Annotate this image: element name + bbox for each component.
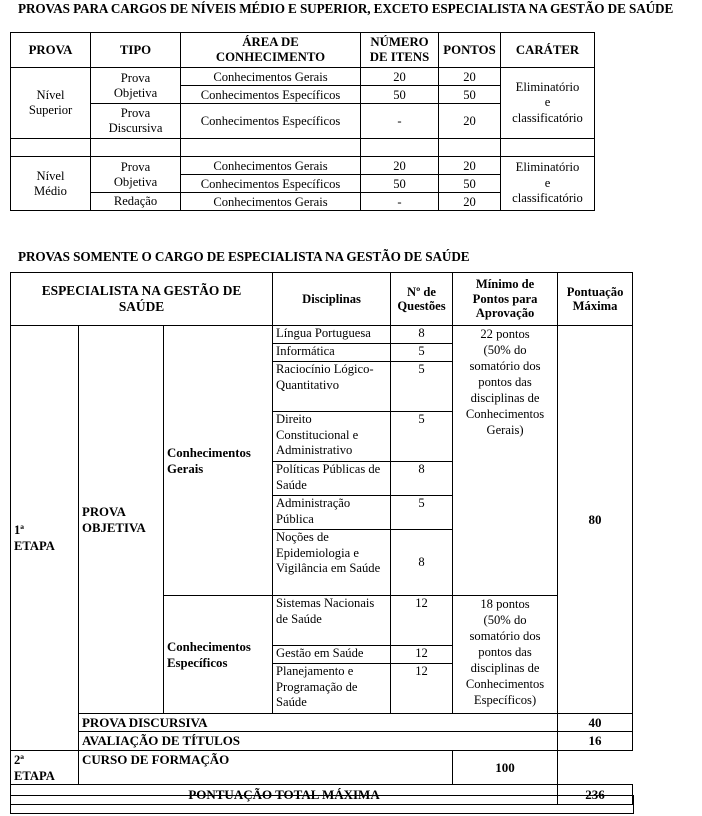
cell-total-label: PONTUAÇÃO TOTAL MÁXIMA [11, 785, 558, 805]
cell-conhecimentos-especificos [164, 596, 273, 714]
header-numero-line1: NÚMERO [370, 35, 429, 49]
cell-questoes: 12 [391, 596, 453, 646]
cell-numero-itens: 20 [361, 157, 439, 175]
cell-area: Conhecimentos Específicos [181, 175, 361, 193]
cell-area: Conhecimentos Específicos [181, 104, 361, 139]
min-especif-line1: 18 pontos [480, 597, 530, 611]
cell-pontos: 20 [439, 68, 501, 86]
cell-disciplina: Raciocínio Lógico-Quantitativo [273, 362, 391, 412]
cell-numero-itens: 50 [361, 86, 439, 104]
cell-questoes: 5 [391, 344, 453, 362]
table-row [11, 732, 633, 751]
section-2-title: PROVAS SOMENTE O CARGO DE ESPECIALISTA NA GESTÃO DE SAÚDE [18, 249, 470, 264]
cell-disciplina: Informática [273, 344, 391, 362]
header-numero-itens [361, 33, 439, 68]
table-row [11, 326, 633, 344]
table-row [11, 157, 595, 175]
cell-carater-superior [501, 68, 595, 139]
table-row-header [11, 33, 595, 68]
cell-numero-itens: 50 [361, 175, 439, 193]
exam-table-especialista [10, 272, 633, 805]
cell-disciplina: Planejamento e Programação de Saúde [273, 664, 391, 714]
cell-numero-itens: 20 [361, 68, 439, 86]
cell-area: Conhecimentos Gerais [181, 157, 361, 175]
tipo-line2: Discursiva [108, 121, 163, 135]
cell-pontos: 20 [439, 193, 501, 211]
etapa-2-line2: ETAPA [14, 769, 55, 783]
carater-line1: Eliminatório [515, 79, 580, 94]
header-especialista [11, 273, 273, 326]
separator-cell [181, 139, 361, 157]
cell-avaliacao-titulos-pontos: 16 [558, 732, 633, 751]
header-pontuacao-maxima [558, 273, 633, 326]
cell-questoes: 8 [391, 326, 453, 344]
header-prova: PROVA [11, 33, 91, 68]
header-especialista-line1: ESPECIALISTA NA GESTÃO DE [41, 283, 242, 298]
header-numero-questoes [391, 273, 453, 326]
header-numero-line2: DE ITENS [369, 50, 430, 64]
header-carater: CARÁTER [501, 33, 595, 68]
header-especialista-line2: SAÚDE [118, 299, 165, 314]
etapa-2-line1: 2ª [14, 753, 25, 767]
cell-tipo-prova-objetiva-sup [91, 68, 181, 104]
header-disciplinas: Disciplinas [273, 273, 391, 326]
nivel-medio-line2: Médio [34, 183, 67, 198]
carater-line1: Eliminatório [515, 160, 580, 175]
etapa-1-line2: ETAPA [14, 539, 55, 553]
cell-minimo-pontos-gerais [453, 326, 558, 596]
carater-line2: e [544, 95, 551, 110]
cell-pontos: 20 [439, 104, 501, 139]
header-questoes-line1: Nº de [407, 284, 437, 299]
tipo-line2: Objetiva [113, 85, 158, 100]
header-minimo-pontos [453, 273, 558, 326]
cell-area: Conhecimentos Gerais [181, 68, 361, 86]
separator-cell [91, 139, 181, 157]
cell-disciplina: Noções de Epidemiologia e Vigilância em Saúde [273, 530, 391, 596]
cell-numero-itens: - [361, 193, 439, 211]
section-1-title: PROVAS PARA CARGOS DE NÍVEIS MÉDIO E SUPERIOR, EXCETO ESPECIALISTA NA GESTÃO DE SAÚDE [18, 1, 674, 16]
cell-disciplina: Administração Pública [273, 496, 391, 530]
prova-objetiva-line1: PROVA [82, 504, 126, 519]
table-row-header [11, 273, 633, 326]
carater-line2: e [544, 175, 551, 190]
cell-prova-discursiva-pontos: 40 [558, 714, 633, 732]
cell-etapa-2 [11, 751, 79, 785]
trailing-empty-row [10, 795, 634, 814]
cell-carater-medio [501, 157, 595, 211]
header-questoes-line2: Questões [397, 299, 446, 313]
min-especif-line4: pontos das [478, 645, 532, 659]
min-gerais-line7: Gerais) [486, 423, 524, 437]
header-area-line2: CONHECIMENTO [215, 50, 326, 64]
cell-area: Conhecimentos Específicos [181, 86, 361, 104]
min-gerais-line3: somatório dos [469, 359, 541, 373]
cg-line1: Conhecimentos [167, 445, 251, 460]
cell-nivel-superior [11, 68, 91, 139]
min-especif-line3: somatório dos [469, 629, 541, 643]
cell-questoes: 5 [391, 412, 453, 462]
cell-questoes: 12 [391, 664, 453, 714]
cell-pontos: 50 [439, 86, 501, 104]
header-tipo: TIPO [91, 33, 181, 68]
cell-nivel-medio [11, 157, 91, 211]
cell-questoes: 12 [391, 646, 453, 664]
exam-table-general [10, 32, 595, 211]
carater-line3: classificatório [512, 110, 583, 125]
ce-line1: Conhecimentos [167, 639, 251, 654]
cell-disciplina: Políticas Públicas de Saúde [273, 462, 391, 496]
min-gerais-line1: 22 pontos [480, 327, 530, 341]
cell-prova-discursiva-label: PROVA DISCURSIVA [79, 714, 558, 732]
cell-disciplina: Direito Constitucional e Administrativo [273, 412, 391, 462]
cell-questoes: 8 [391, 462, 453, 496]
table-row-separator [11, 139, 595, 157]
cell-questoes: 8 [391, 530, 453, 596]
header-minimo-line2: Pontos para [472, 291, 538, 306]
cell-pontos: 50 [439, 175, 501, 193]
header-area-line1: ÁREA DE [242, 35, 299, 49]
cell-tipo-prova-discursiva-sup [91, 104, 181, 139]
cell-etapa-1 [11, 326, 79, 751]
cell-pontuacao-maxima-objetiva: 80 [558, 326, 633, 714]
tipo-line1: Prova [120, 70, 151, 85]
min-especif-line5: disciplinas de [470, 661, 540, 675]
etapa-1-line1: 1ª [14, 523, 25, 537]
min-especif-line6: Conhecimentos [465, 677, 545, 691]
cell-curso-formacao-pontos: 100 [453, 751, 558, 785]
cg-line2: Gerais [167, 461, 204, 476]
cell-disciplina: Sistemas Nacionais de Saúde [273, 596, 391, 646]
header-minimo-line3: Aprovação [475, 306, 535, 321]
tipo-line2: Objetiva [113, 174, 158, 189]
ce-line2: Específicos [167, 655, 228, 670]
cell-questoes: 5 [391, 496, 453, 530]
min-especif-line2: (50% do [483, 613, 527, 627]
header-pontuacao-line2: Máxima [572, 299, 618, 313]
cell-disciplina: Gestão em Saúde [273, 646, 391, 664]
cell-numero-itens: - [361, 104, 439, 139]
nivel-superior-line1: Nível [36, 88, 65, 102]
header-pontos: PONTOS [439, 33, 501, 68]
tipo-line1: Prova [120, 106, 151, 120]
cell-pontos: 20 [439, 157, 501, 175]
cell-total-value: 236 [558, 785, 633, 805]
nivel-medio-line1: Nível [36, 168, 65, 183]
min-especif-line7: Específicos) [473, 693, 537, 707]
separator-cell [501, 139, 595, 157]
min-gerais-line2: (50% do [483, 343, 527, 357]
min-gerais-line4: pontos das [478, 375, 532, 389]
tipo-line1: Prova [120, 159, 151, 174]
cell-questoes: 5 [391, 362, 453, 412]
table-row [11, 751, 633, 769]
cell-area: Conhecimentos Gerais [181, 193, 361, 211]
table-row [11, 714, 633, 732]
prova-objetiva-line2: OBJETIVA [82, 520, 146, 535]
cell-conhecimentos-gerais [164, 326, 273, 596]
separator-cell [11, 139, 91, 157]
carater-line3: classificatório [512, 191, 583, 206]
separator-cell [361, 139, 439, 157]
cell-minimo-pontos-especificos [453, 596, 558, 714]
nivel-superior-line2: Superior [28, 103, 73, 117]
header-area-conhecimento [181, 33, 361, 68]
header-minimo-line1: Mínimo de [475, 277, 535, 292]
cell-tipo-redacao: Redação [91, 193, 181, 211]
min-gerais-line5: disciplinas de [470, 391, 540, 405]
separator-cell [439, 139, 501, 157]
header-pontuacao-line1: Pontuação [566, 284, 624, 299]
cell-prova-objetiva [79, 326, 164, 714]
table-row [11, 68, 595, 86]
min-gerais-line6: Conhecimentos [465, 407, 545, 421]
cell-curso-formacao-label: CURSO DE FORMAÇÃO [79, 751, 453, 769]
cell-tipo-prova-objetiva-med [91, 157, 181, 193]
cell-avaliacao-titulos-label: AVALIAÇÃO DE TÍTULOS [79, 732, 558, 751]
cell-curso-formacao-spacer [79, 768, 453, 785]
cell-disciplina: Língua Portuguesa [273, 326, 391, 344]
